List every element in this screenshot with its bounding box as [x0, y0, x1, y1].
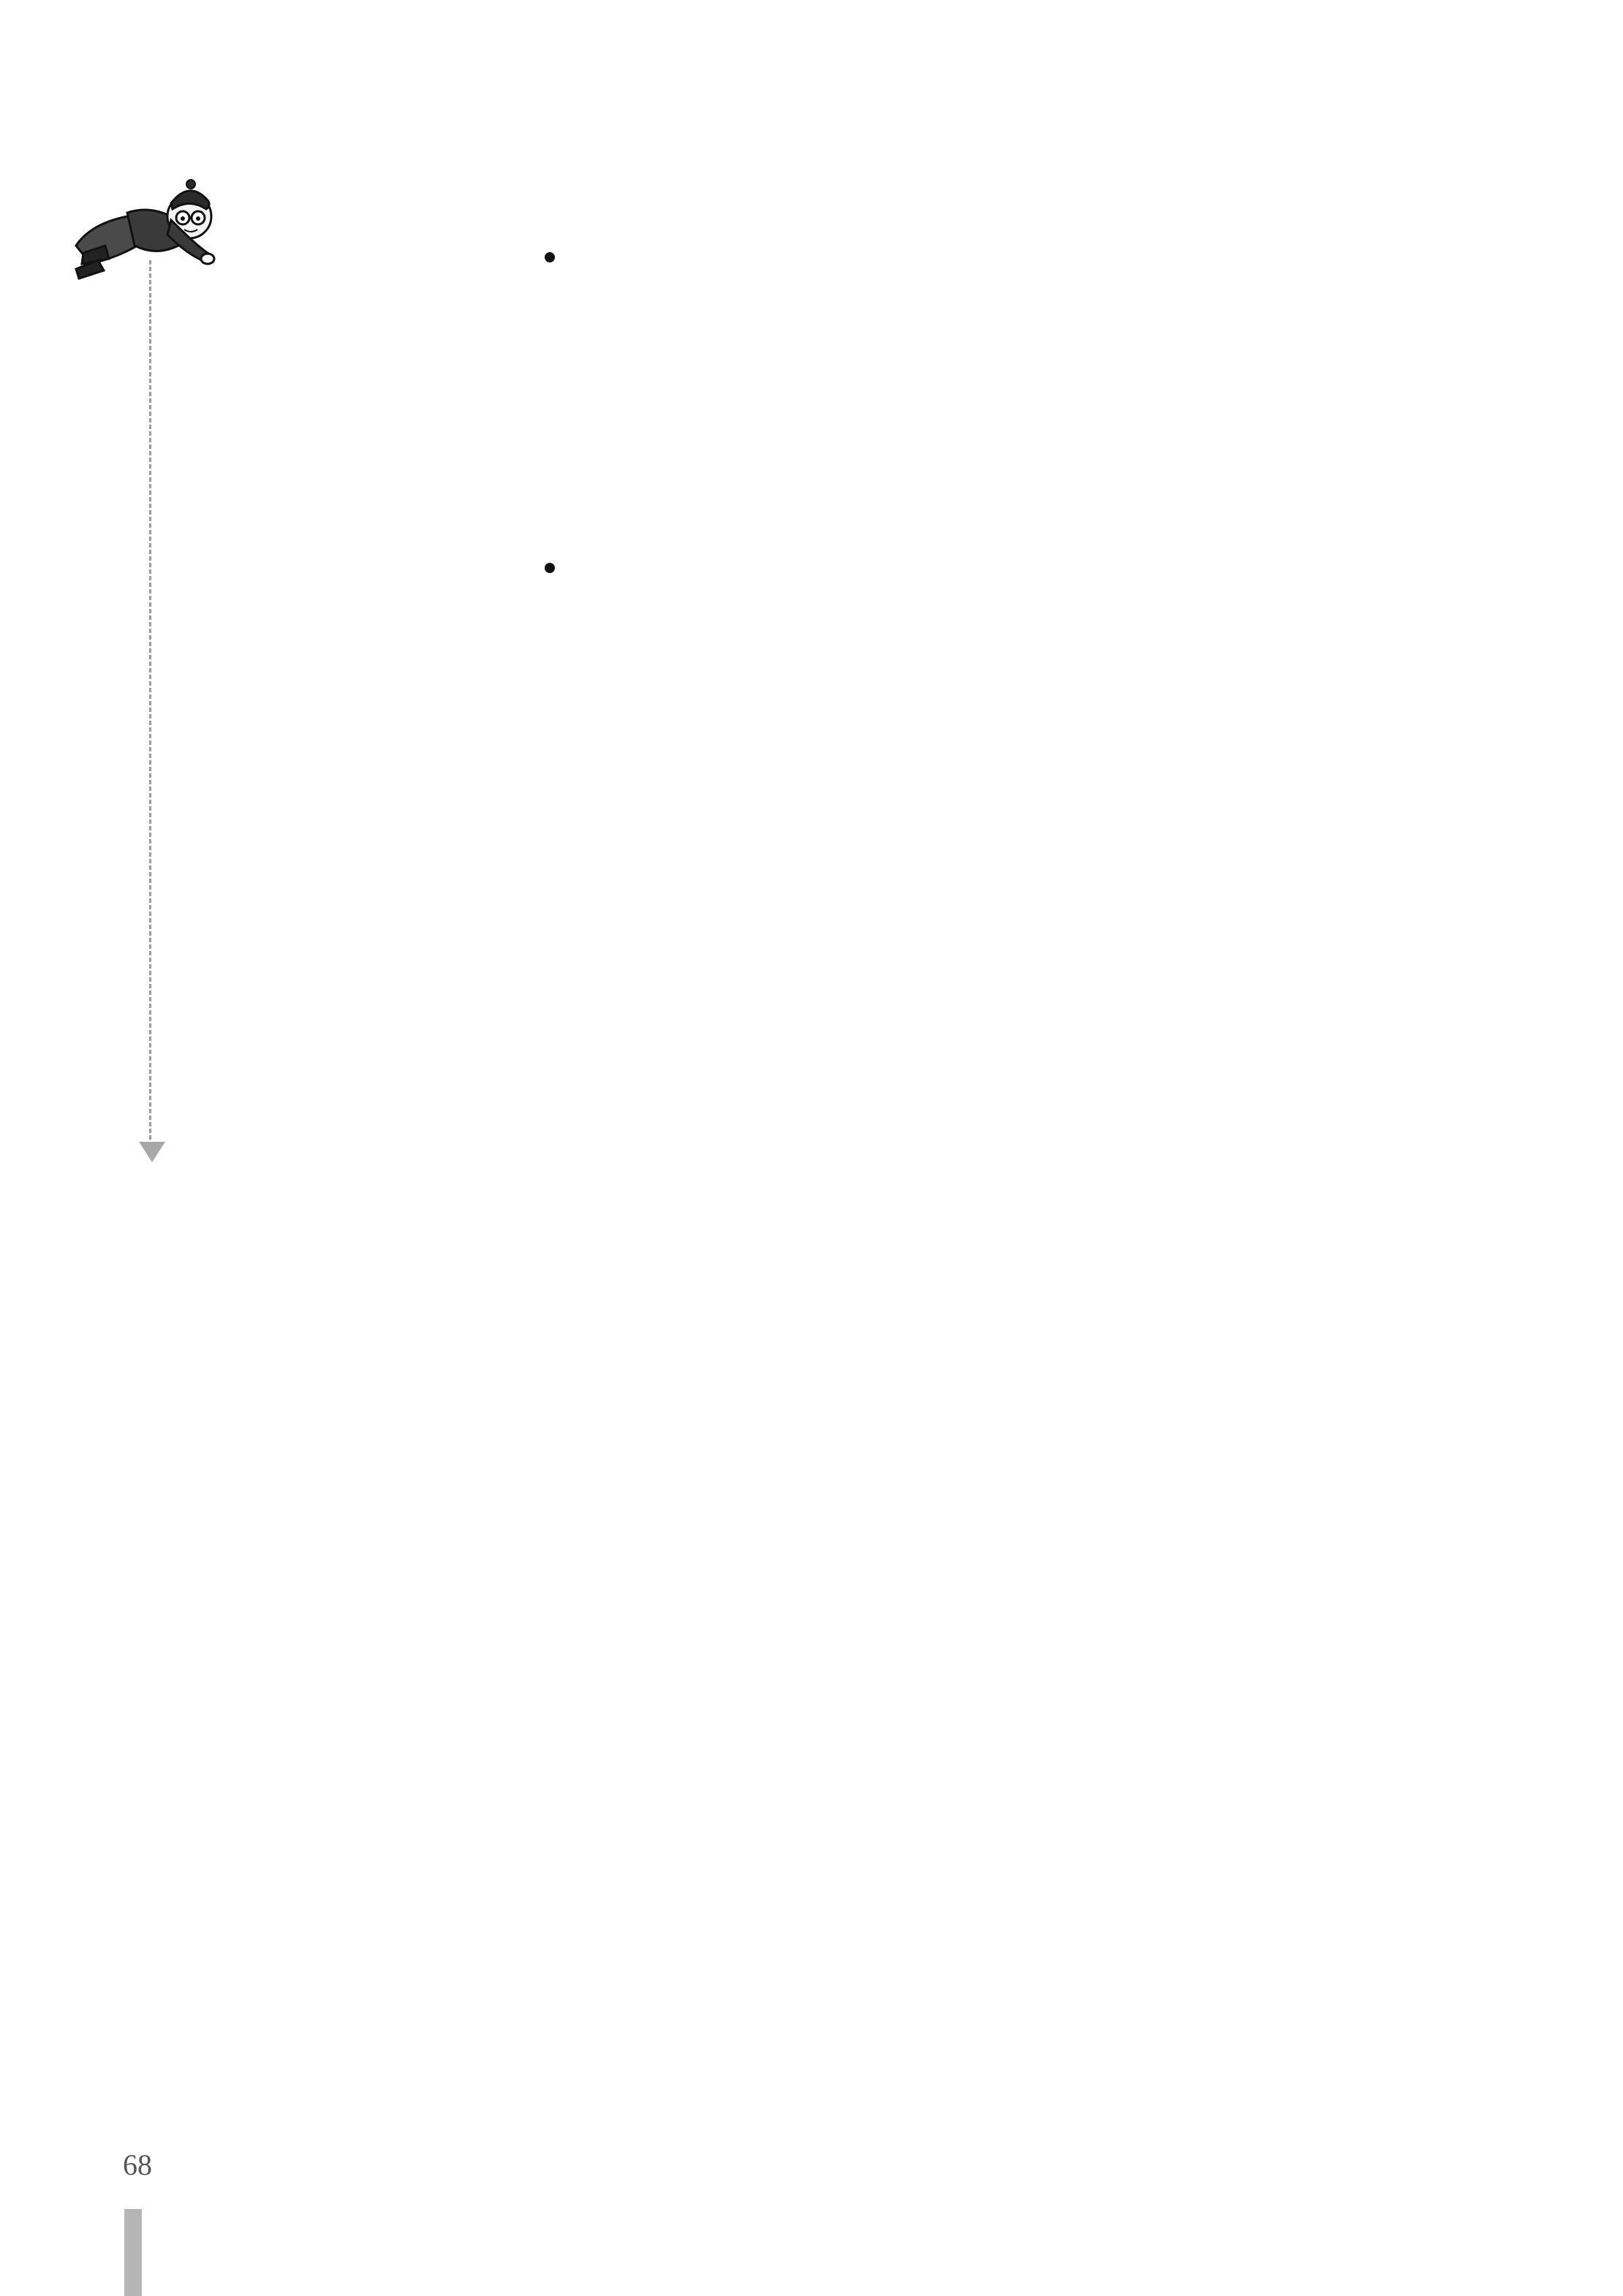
- text-column: [1003, 232, 1037, 2133]
- text-column: [218, 232, 251, 2133]
- heading-bullet-bottom: [545, 563, 555, 573]
- text-column: [452, 232, 485, 2133]
- section-heading: [535, 269, 569, 518]
- text-column: [311, 232, 345, 2133]
- text-column: [1377, 232, 1411, 2133]
- text-column: [405, 232, 439, 2133]
- text-column: [676, 232, 709, 2133]
- text-column: [1143, 232, 1177, 2133]
- text-column: [956, 232, 990, 2133]
- text-column: [265, 232, 298, 2133]
- header-dashed-rule: [149, 260, 151, 1146]
- heading-bullet-top: [545, 252, 555, 262]
- text-column: [722, 232, 756, 2133]
- text-column: [1284, 232, 1317, 2133]
- text-column: [629, 232, 662, 2133]
- text-column: [816, 232, 850, 2133]
- flying-boy-mascot-icon: [61, 136, 222, 282]
- text-column: [769, 232, 803, 2133]
- text-column: [1190, 232, 1224, 2133]
- triangle-down-icon: [139, 1142, 165, 1162]
- text-column: [909, 232, 943, 2133]
- page-number: 68: [123, 2148, 152, 2181]
- text-column: [1331, 232, 1364, 2133]
- page-edge-bar: [124, 2209, 142, 2296]
- text-column: [358, 232, 392, 2133]
- running-header: [106, 270, 135, 1089]
- text-column: [1237, 232, 1271, 2133]
- text-column: [1097, 232, 1130, 2133]
- text-column: [863, 232, 896, 2133]
- text-column: [1050, 232, 1083, 2133]
